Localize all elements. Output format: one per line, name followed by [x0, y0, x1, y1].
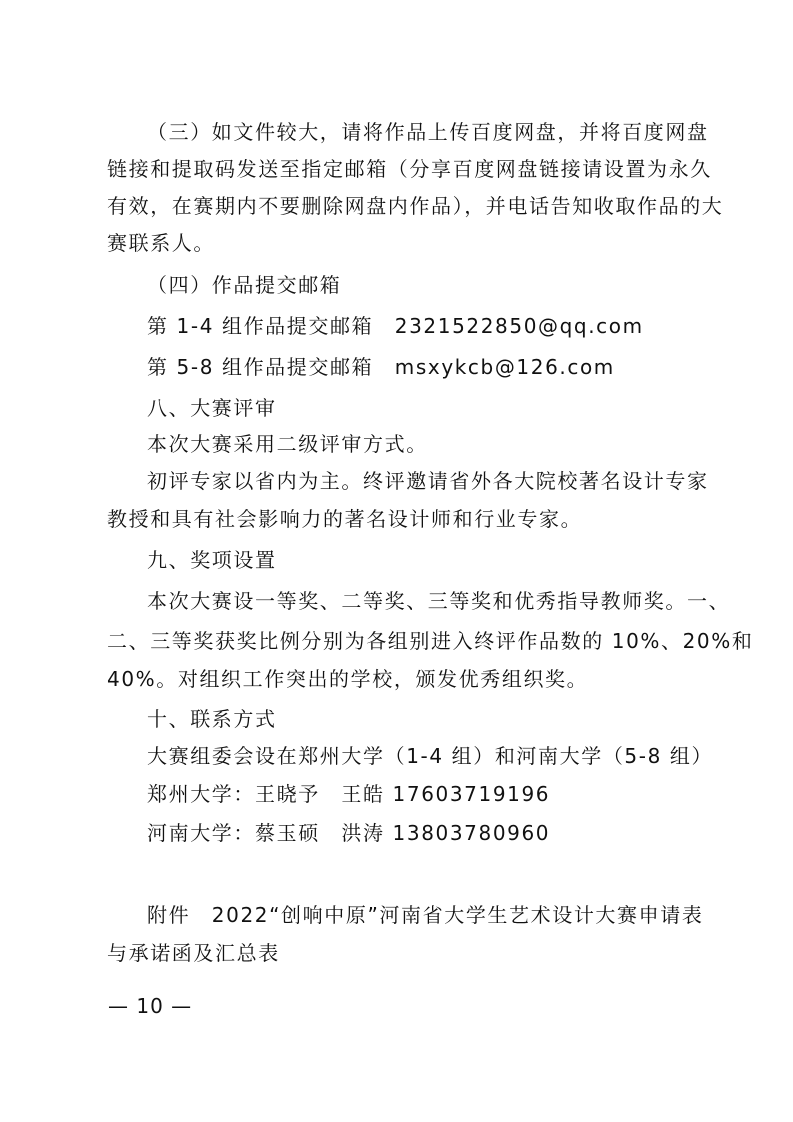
paragraph-line: 本次大赛采用二级评审方式。	[147, 432, 428, 456]
email-line: 第 5-8 组作品提交邮箱 msxykcb@126.com	[147, 355, 615, 379]
paragraph-line: 初评专家以省内为主。终评邀请省外各大院校著名设计专家	[147, 469, 709, 493]
contact-line: 郑州大学：王晓予 王皓 17603719196	[147, 782, 551, 806]
section-heading: 十、联系方式	[147, 707, 277, 731]
paragraph-line: 赛联系人。	[107, 231, 215, 255]
section-heading: 八、大赛评审	[147, 396, 277, 420]
paragraph-line: 大赛组委会设在郑州大学（1-4 组）和河南大学（5-8 组）	[147, 744, 714, 768]
section-heading: （四）作品提交邮箱	[147, 273, 342, 297]
attachment-line: 与承诺函及汇总表	[107, 941, 280, 965]
paragraph-line: 40%。对组织工作突出的学校，颁发优秀组织奖。	[107, 667, 589, 691]
email-line: 第 1-4 组作品提交邮箱 2321522850@qq.com	[147, 314, 644, 338]
paragraph-line: 有效，在赛期内不要删除网盘内作品），并电话告知收取作品的大	[107, 194, 724, 218]
paragraph-line: 链接和提取码发送至指定邮箱（分享百度网盘链接请设置为永久	[107, 157, 712, 181]
paragraph-line: 二、三等奖获奖比例分别为各组别进入终评作品数的 10%、20%和	[107, 629, 754, 653]
contact-line: 河南大学：蔡玉硕 洪涛 13803780960	[147, 821, 551, 845]
paragraph-line: （三）如文件较大，请将作品上传百度网盘，并将百度网盘	[147, 120, 709, 144]
paragraph-line: 教授和具有社会影响力的著名设计师和行业专家。	[107, 507, 583, 531]
paragraph-line: 本次大赛设一等奖、二等奖、三等奖和优秀指导教师奖。一、	[147, 589, 731, 613]
page-number: — 10 —	[108, 994, 193, 1018]
section-heading: 九、奖项设置	[147, 548, 277, 572]
attachment-line: 附件 2022“创响中原”河南省大学生艺术设计大赛申请表	[147, 903, 704, 927]
